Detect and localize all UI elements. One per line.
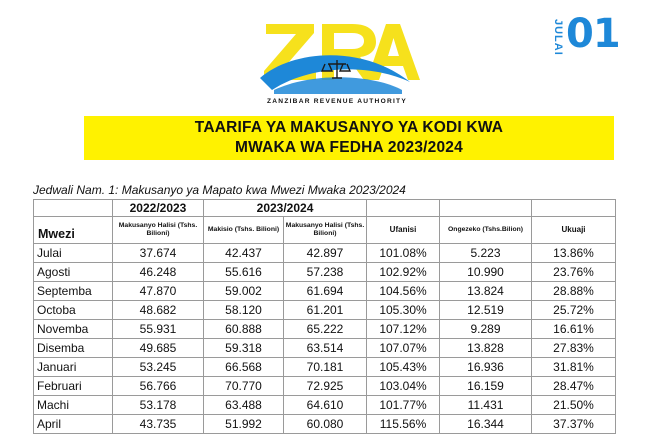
- table-row: [34, 301, 616, 320]
- date-label: [550, 11, 620, 60]
- cell-makisio-2023: 59.002: [204, 282, 284, 301]
- cell-ufanisi: 115.56%: [367, 415, 440, 434]
- cell-month: Novemba: [34, 320, 113, 339]
- table-caption: Jedwali Nam. 1: Makusanyo ya Mapato kwa Mwezi Mwaka 2023/2024: [33, 183, 406, 197]
- header-ongezeko: Ongezeko (Tshs.Bilion): [440, 217, 532, 244]
- cell-makusanyo-halisi-2022: 48.682: [113, 301, 204, 320]
- cell-ongezeko: 5.223: [440, 244, 532, 263]
- cell-ongezeko: 12.519: [440, 301, 532, 320]
- cell-makusanyo-halisi-2022: 47.870: [113, 282, 204, 301]
- cell-makusanyo-halisi-2023: 61.694: [284, 282, 367, 301]
- cell-month: Agosti: [34, 263, 113, 282]
- cell-makusanyo-halisi-2022: 53.245: [113, 358, 204, 377]
- report-title-banner: [84, 116, 614, 160]
- cell-makisio-2023: 59.318: [204, 339, 284, 358]
- cell-month: April: [34, 415, 113, 434]
- zra-logo: [252, 20, 422, 110]
- cell-ongezeko: 16.159: [440, 377, 532, 396]
- cell-makisio-2023: 63.488: [204, 396, 284, 415]
- cell-makusanyo-halisi-2023: 60.080: [284, 415, 367, 434]
- cell-ongezeko: 9.289: [440, 320, 532, 339]
- table-group-header-row: [34, 200, 616, 217]
- cell-ufanisi: 107.07%: [367, 339, 440, 358]
- zra-logo-mark: [252, 20, 422, 98]
- cell-makisio-2023: 70.770: [204, 377, 284, 396]
- cell-ukuaji: 16.61%: [532, 320, 616, 339]
- date-day: 01: [566, 11, 620, 57]
- cell-ongezeko: 13.828: [440, 339, 532, 358]
- header-blank: [440, 200, 532, 217]
- group-header-2023-2024: 2023/2024: [204, 200, 367, 217]
- cell-ukuaji: 28.88%: [532, 282, 616, 301]
- cell-ukuaji: 21.50%: [532, 396, 616, 415]
- header-makisio-2023: Makisio (Tshs. Bilioni): [204, 217, 284, 244]
- header-ukuaji: Ukuaji: [532, 217, 616, 244]
- table-row: [34, 263, 616, 282]
- cell-ufanisi: 103.04%: [367, 377, 440, 396]
- cell-ukuaji: 25.72%: [532, 301, 616, 320]
- cell-month: Julai: [34, 244, 113, 263]
- cell-month: Septemba: [34, 282, 113, 301]
- cell-makusanyo-halisi-2023: 65.222: [284, 320, 367, 339]
- cell-ukuaji: 13.86%: [532, 244, 616, 263]
- cell-ongezeko: 11.431: [440, 396, 532, 415]
- header-mwezi: Mwezi: [34, 217, 113, 244]
- revenue-table: [33, 199, 616, 434]
- date-month: JULAI: [552, 19, 564, 56]
- cell-ukuaji: 27.83%: [532, 339, 616, 358]
- cell-makisio-2023: 42.437: [204, 244, 284, 263]
- cell-makisio-2023: 66.568: [204, 358, 284, 377]
- cell-makisio-2023: 51.992: [204, 415, 284, 434]
- cell-makusanyo-halisi-2023: 61.201: [284, 301, 367, 320]
- cell-ongezeko: 16.344: [440, 415, 532, 434]
- table-row: [34, 320, 616, 339]
- table-row: [34, 396, 616, 415]
- report-title-line2: MWAKA WA FEDHA 2023/2024: [235, 139, 463, 156]
- cell-makusanyo-halisi-2022: 46.248: [113, 263, 204, 282]
- cell-month: Machi: [34, 396, 113, 415]
- cell-ufanisi: 105.43%: [367, 358, 440, 377]
- cell-makusanyo-halisi-2023: 72.925: [284, 377, 367, 396]
- group-header-2022-2023: 2022/2023: [113, 200, 204, 217]
- cell-ukuaji: 23.76%: [532, 263, 616, 282]
- cell-makusanyo-halisi-2022: 55.931: [113, 320, 204, 339]
- header-blank: [532, 200, 616, 217]
- cell-ukuaji: 31.81%: [532, 358, 616, 377]
- cell-makusanyo-halisi-2022: 56.766: [113, 377, 204, 396]
- table-row: [34, 415, 616, 434]
- table-header-row: [34, 217, 616, 244]
- cell-month: Februari: [34, 377, 113, 396]
- cell-ufanisi: 104.56%: [367, 282, 440, 301]
- header-makusanyo-halisi-2023: Makusanyo Halisi (Tshs. Bilioni): [284, 217, 367, 244]
- cell-ufanisi: 101.77%: [367, 396, 440, 415]
- cell-makisio-2023: 58.120: [204, 301, 284, 320]
- cell-makusanyo-halisi-2023: 57.238: [284, 263, 367, 282]
- cell-ufanisi: 105.30%: [367, 301, 440, 320]
- org-name: ZANZIBAR REVENUE AUTHORITY: [267, 98, 407, 105]
- cell-makusanyo-halisi-2022: 43.735: [113, 415, 204, 434]
- cell-ongezeko: 10.990: [440, 263, 532, 282]
- cell-ufanisi: 101.08%: [367, 244, 440, 263]
- cell-makusanyo-halisi-2022: 37.674: [113, 244, 204, 263]
- table-body: [34, 244, 616, 434]
- table-row: [34, 358, 616, 377]
- cell-makisio-2023: 55.616: [204, 263, 284, 282]
- cell-makusanyo-halisi-2023: 64.610: [284, 396, 367, 415]
- cell-makusanyo-halisi-2022: 49.685: [113, 339, 204, 358]
- table-row: [34, 377, 616, 396]
- cell-ukuaji: 37.37%: [532, 415, 616, 434]
- cell-makusanyo-halisi-2023: 42.897: [284, 244, 367, 263]
- header-makusanyo-halisi-2022: Makusanyo Halisi (Tshs. Bilioni): [113, 217, 204, 244]
- cell-month: Disemba: [34, 339, 113, 358]
- table-row: [34, 282, 616, 301]
- cell-ufanisi: 107.12%: [367, 320, 440, 339]
- cell-ongezeko: 16.936: [440, 358, 532, 377]
- cell-ukuaji: 28.47%: [532, 377, 616, 396]
- table-row: [34, 244, 616, 263]
- cell-month: Januari: [34, 358, 113, 377]
- cell-makusanyo-halisi-2022: 53.178: [113, 396, 204, 415]
- cell-makusanyo-halisi-2023: 63.514: [284, 339, 367, 358]
- cell-makisio-2023: 60.888: [204, 320, 284, 339]
- cell-ufanisi: 102.92%: [367, 263, 440, 282]
- cell-makusanyo-halisi-2023: 70.181: [284, 358, 367, 377]
- report-title-line1: TAARIFA YA MAKUSANYO YA KODI KWA: [194, 119, 504, 136]
- cell-month: Octoba: [34, 301, 113, 320]
- header-blank: [34, 200, 113, 217]
- header-ufanisi: Ufanisi: [367, 217, 440, 244]
- cell-ongezeko: 13.824: [440, 282, 532, 301]
- header-blank: [367, 200, 440, 217]
- table-row: [34, 339, 616, 358]
